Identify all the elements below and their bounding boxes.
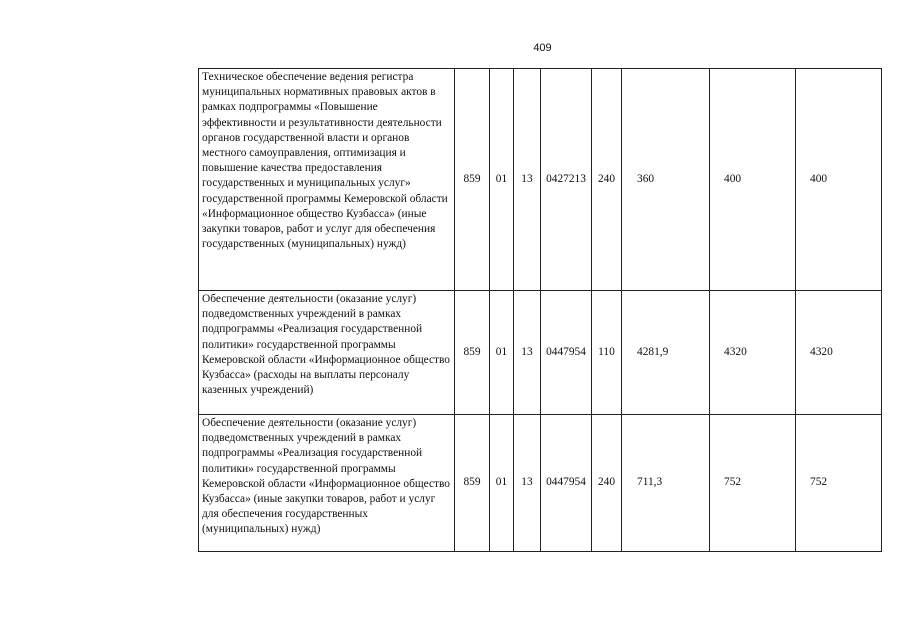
amount-3: 4320 bbox=[796, 291, 882, 415]
target-article-code: 0447954 bbox=[541, 415, 592, 552]
subsection-code: 13 bbox=[514, 291, 541, 415]
section-code: 01 bbox=[490, 69, 514, 291]
expense-type-code: 240 bbox=[592, 415, 622, 552]
expense-type-code: 240 bbox=[592, 69, 622, 291]
row-description: Обеспечение деятельности (оказание услуг) подведомственных учреждений в рамках подпрограммы «Реализация государственной политики» государственной программы Кемеровской области «Информационное общество Кузбасса» (иные закупки товаров, работ и услуг для обеспечения государственных (муниципальных) нужд) bbox=[199, 415, 455, 552]
table-row bbox=[199, 291, 882, 415]
target-article-code: 0427213 bbox=[541, 69, 592, 291]
table-row bbox=[199, 69, 882, 291]
row-description: Техническое обеспечение ведения регистра муниципальных нормативных правовых актов в рамках подпрограммы «Повышение эффективности и результативности деятельности органов государственной власти и органов местного самоуправления, оптимизация и повышение качества предоставления государственных и муниципальных услуг» государственной программы Кемеровской области «Информационное общество Кузбасса» (иные закупки товаров, работ и услуг для обеспечения государственных (муниципальных) нужд) bbox=[199, 69, 455, 291]
expense-type-code: 110 bbox=[592, 291, 622, 415]
subsection-code: 13 bbox=[514, 415, 541, 552]
target-article-code: 0447954 bbox=[541, 291, 592, 415]
row-description: Обеспечение деятельности (оказание услуг) подведомственных учреждений в рамках подпрограммы «Реализация государственной политики» государственной программы Кемеровской области «Информационное общество Кузбасса» (расходы на выплаты персоналу казенных учреждений) bbox=[199, 291, 455, 415]
amount-1: 360 bbox=[622, 69, 710, 291]
ministry-code: 859 bbox=[455, 291, 490, 415]
budget-table bbox=[198, 68, 882, 552]
amount-1: 4281,9 bbox=[622, 291, 710, 415]
amount-3: 400 bbox=[796, 69, 882, 291]
ministry-code: 859 bbox=[455, 69, 490, 291]
subsection-code: 13 bbox=[514, 69, 541, 291]
table-row bbox=[199, 415, 882, 552]
amount-2: 400 bbox=[710, 69, 796, 291]
section-code: 01 bbox=[490, 415, 514, 552]
section-code: 01 bbox=[490, 291, 514, 415]
amount-2: 4320 bbox=[710, 291, 796, 415]
amount-2: 752 bbox=[710, 415, 796, 552]
ministry-code: 859 bbox=[455, 415, 490, 552]
page-number: 409 bbox=[533, 42, 552, 54]
amount-3: 752 bbox=[796, 415, 882, 552]
amount-1: 711,3 bbox=[622, 415, 710, 552]
